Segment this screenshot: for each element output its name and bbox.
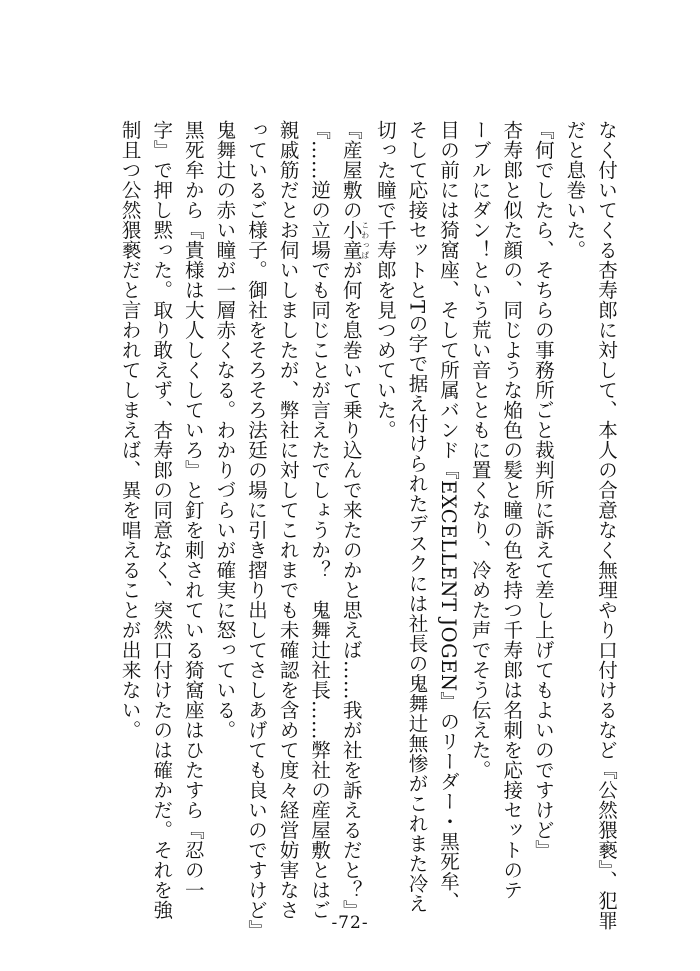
text-line: 字』で押し黙った。取り敢えず、杏寿郎の同意なく、突然口付けたのは確かだ。それを強 xyxy=(150,120,174,920)
text-line: そして応接セットとTの字で据え付けられたデスクには社長の鬼舞辻無惨がこれまた冷え xyxy=(405,120,429,914)
ruby-annotation: 小童こわっぱ xyxy=(339,220,370,260)
text-line: だと息巻いた。 xyxy=(563,120,587,260)
ruby-reading: こわっぱ xyxy=(360,220,370,260)
text-line: 制且つ公然猥褻だと言われてしまえば、異を唱えることが出来ない。 xyxy=(118,120,142,740)
text-line: 鬼舞辻の赤い瞳が一層赤くなる。わかりづらいが確実に怒っている。 xyxy=(213,120,237,740)
text-line: 『何でしたら、そちらの事務所ごと裁判所に訴えて差し上げてもよいのですけど』 xyxy=(531,120,555,860)
text-line: 黒死牟から『貴様は大人しくしていろ』と釘を刺されている猗窩座はひたすら『忍の一 xyxy=(181,120,205,900)
text-line: ーブルにダン！という荒い音とともに置くなり、冷めた声でそう伝えた。 xyxy=(468,120,492,780)
text-line: 目の前には猗窩座、そして所属バンド『EXCELLENT JOGEN』のリーダー・黒死牟、 xyxy=(437,120,461,912)
text-line: 杏寿郎と似た顔の、同じような焔色の髪と瞳の色を持つ千寿郎は名刺を応接セットのテ xyxy=(500,120,524,900)
text-line: なく付いてくる杏寿郎に対して、本人の合意なく無理やり口付けるなど『公然猥褻』、犯罪 xyxy=(595,120,618,931)
page-number: -72- xyxy=(331,913,369,933)
text-line: 『産屋敷の小童こわっぱが何を息巻いて乗り込んで来たのかと思えば……我が社を訴えるだと？』 xyxy=(339,120,370,920)
text-line: 『……逆の立場でも同じことが言えたでしょうか？ 鬼舞辻社長……弊社の産屋敷とはご xyxy=(308,120,332,920)
text-line: 切った瞳で千寿郎を見つめていた。 xyxy=(373,120,397,440)
text-line: っているご様子。御社をそろそろ法廷の場に引き摺り出してさしあげても良いのですけど』 xyxy=(244,120,268,940)
text-line: 親戚筋だとお伺いしましたが、弊社に対してこれまでも未確認を含めて度々経営妨害なさ xyxy=(276,120,300,920)
